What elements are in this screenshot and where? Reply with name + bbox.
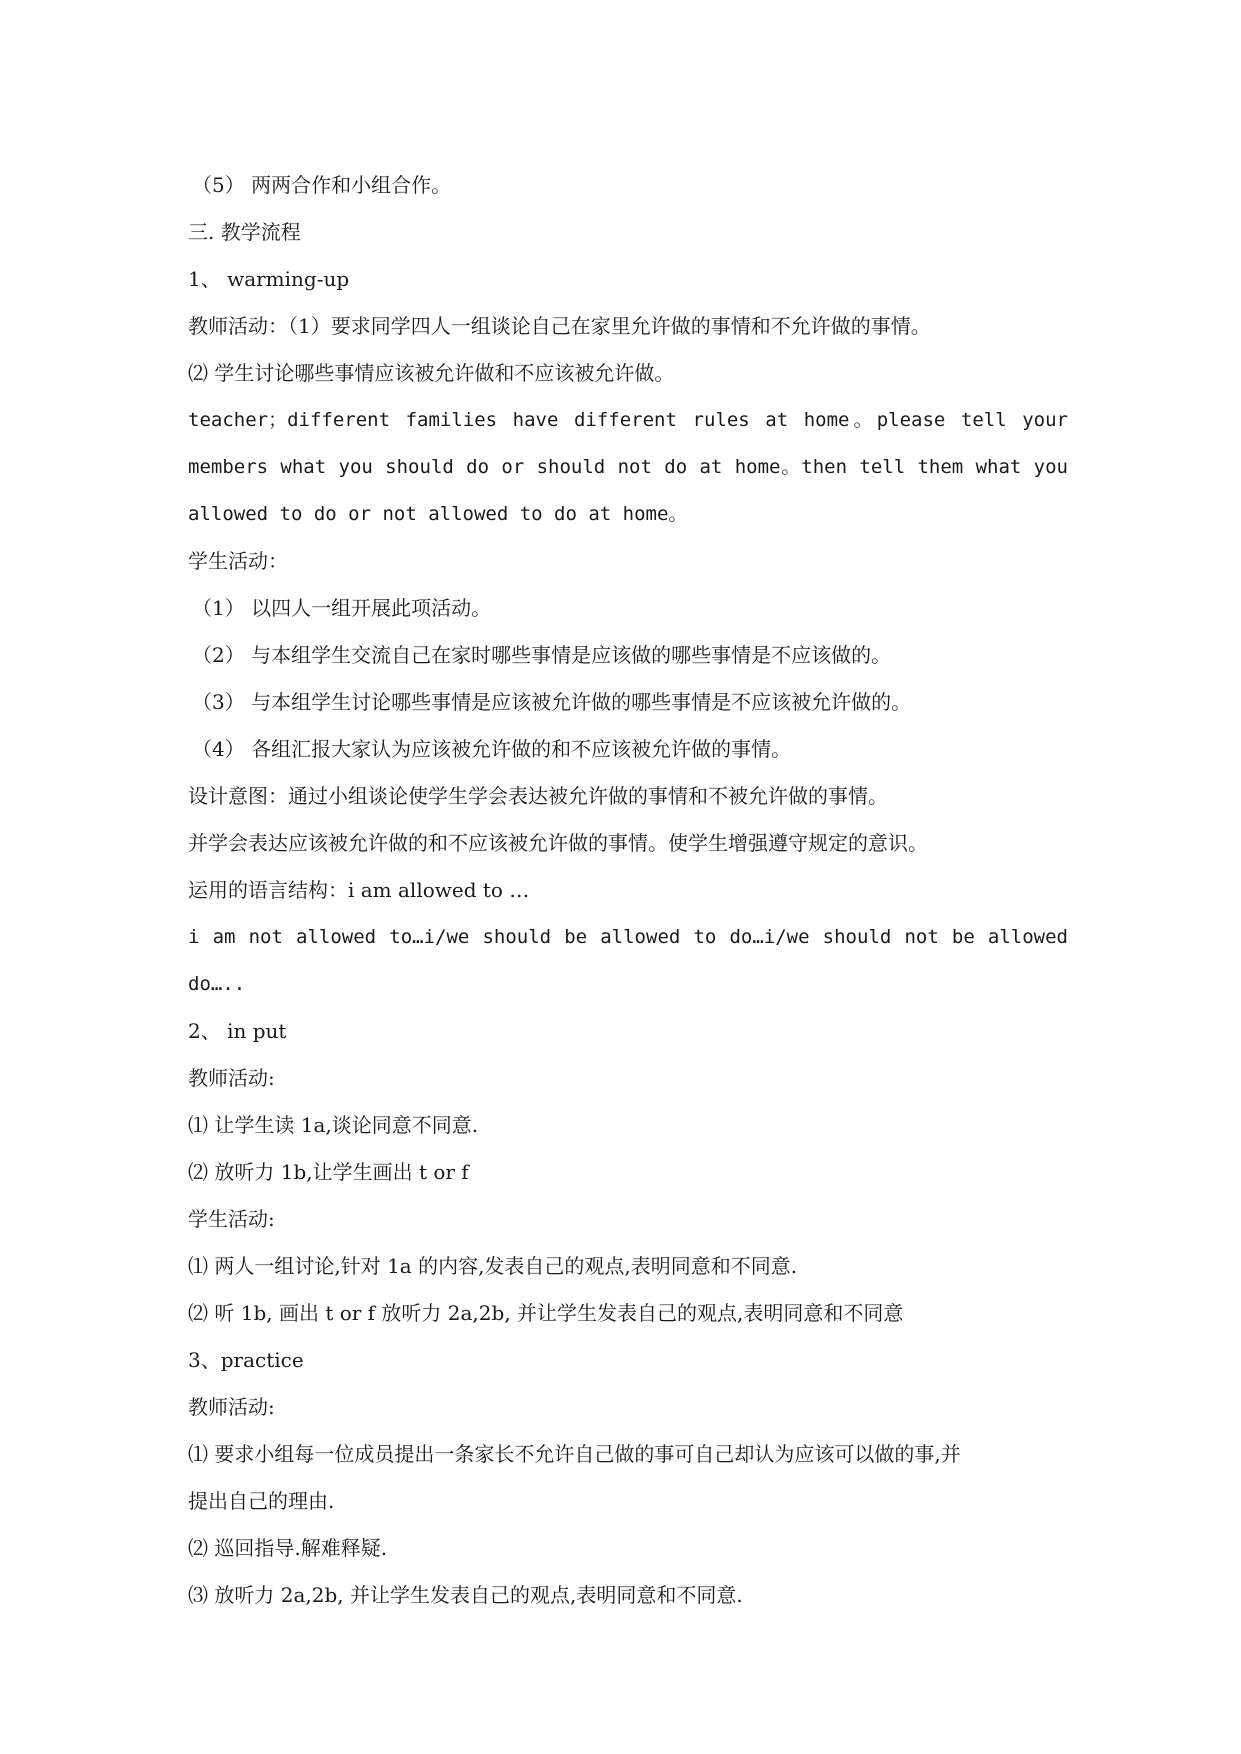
student-activity-item-2: （2） 与本组学生交流自己在家时哪些事情是应该做的哪些事情是不应该做的。 [192,643,892,667]
english-paragraph-line-2: members what you should do or should not do at home。then tell them what you [188,456,1068,478]
teacher-activity-3-item-2: ⑵ 巡回指导.解难释疑. [188,1536,388,1560]
design-intent-line-1: 设计意图：通过小组谈论使学生学会表达被允许做的事情和不被允许做的事情。 [188,784,888,808]
student-activity-item-4: （4） 各组汇报大家认为应该被允许做的和不应该被允许做的事情。 [192,737,792,761]
teacher-activity-3-item-1: ⑴ 要求小组每一位成员提出一条家长不允许自己做的事可自己却认为应该可以做的事,并 [188,1442,961,1466]
teacher-activity-heading-3: 教师活动: [188,1395,275,1419]
teacher-activity-item-2: ⑵ 学生讨论哪些事情应该被允许做和不应该被允许做。 [188,361,675,385]
teacher-activity-heading-2: 教师活动: [188,1066,275,1090]
design-intent-line-2: 并学会表达应该被允许做的和不应该被允许做的事情。使学生增强遵守规定的意识。 [188,831,928,855]
language-structure-line: 运用的语言结构：i am allowed to … [188,878,530,902]
list-item-5-pair-work: （5） 两两合作和小组合作。 [192,173,452,197]
document-body [188,162,1068,1619]
teacher-activity-2-item-1: ⑴ 让学生读 1a,谈论同意不同意. [188,1113,479,1137]
section-heading-teaching-process: 三. 教学流程 [188,220,301,244]
teacher-activity-2-item-2: ⑵ 放听力 1b,让学生画出 t or f [188,1160,469,1184]
step-heading-warming-up: 1、 warming-up [188,267,350,291]
english-paragraph-line-3: allowed to do or not allowed to do at home。 [188,503,688,525]
language-structure-examples-cont: do….. [188,973,246,995]
teacher-activity-3-item-3: ⑶ 放听力 2a,2b, 并让学生发表自己的观点,表明同意和不同意. [188,1583,743,1607]
teacher-activity-line: 教师活动：（1）要求同学四人一组谈论自己在家里允许做的事情和不允许做的事情。 [188,314,931,338]
student-activity-item-1: （1） 以四人一组开展此项活动。 [192,596,492,620]
step-heading-practice: 3、practice [188,1348,304,1372]
english-paragraph-line-1: teacher；different families have different rules at home。please tell your [188,409,1068,431]
student-activity-2-item-1: ⑴ 两人一组讨论,针对 1a 的内容,发表自己的观点,表明同意和不同意. [188,1254,798,1278]
student-activity-2-item-2: ⑵ 听 1b, 画出 t or f 放听力 2a,2b, 并让学生发表自己的观点,表明同意和不同意 [188,1301,904,1325]
student-activity-heading-2: 学生活动: [188,1207,275,1231]
step-heading-input: 2、 in put [188,1019,287,1043]
student-activity-item-3: （3） 与本组学生讨论哪些事情是应该被允许做的哪些事情是不应该被允许做的。 [192,690,912,714]
teacher-activity-3-item-1-cont: 提出自己的理由. [188,1489,335,1513]
language-structure-examples: i am not allowed to…i/we should be allowed to do…i/we should not be allowed [188,926,1068,948]
student-activity-heading: 学生活动： [188,549,288,573]
